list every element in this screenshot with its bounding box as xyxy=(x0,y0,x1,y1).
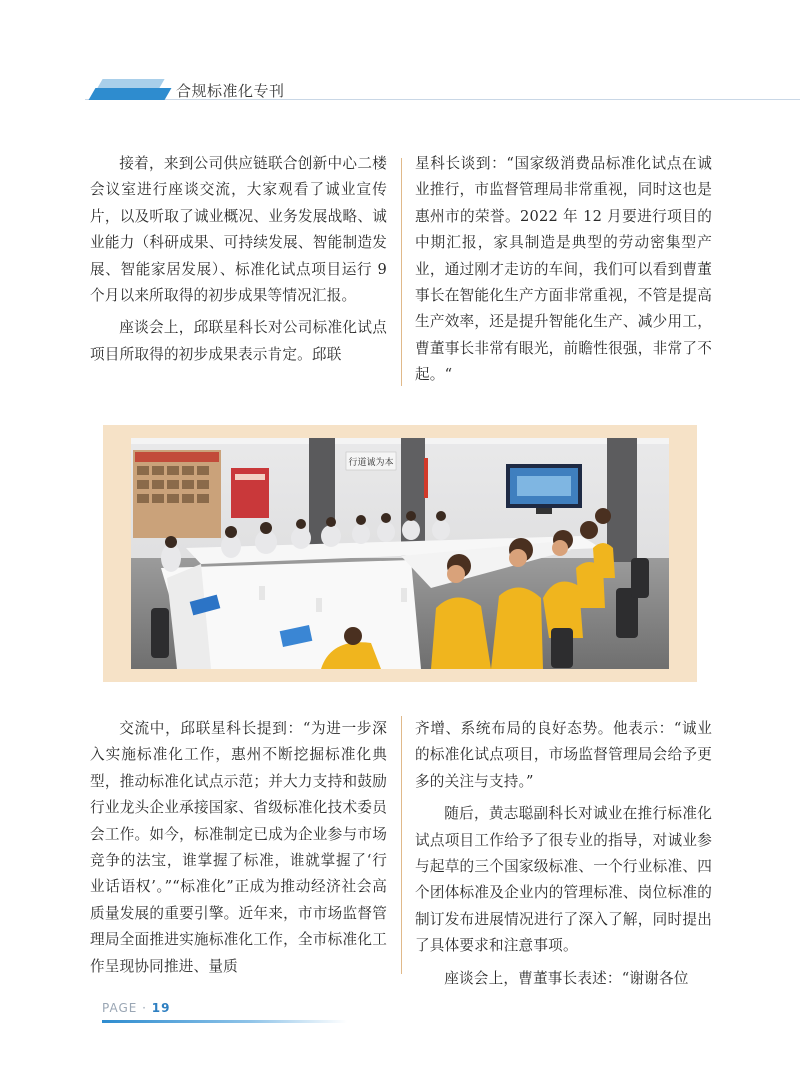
paragraph: 接着，来到公司供应链联合创新中心二楼会议室进行座谈交流，大家观看了诚业宣传片，以及听取了诚业概况、业务发展战略、诚业能力（科研成果、可持续发展、智能制造发展、智能家居发展）、标准化试点项目运行 9 个月以来所取得的初步成果等情况汇报。 xyxy=(90,155,387,305)
page-number: 19 xyxy=(151,1001,171,1015)
wall-sign-text: 行道诚为本 xyxy=(348,458,394,468)
paragraph: 随后，黄志聪副科长对诚业在推行标准化试点项目工作给予了很专业的指导，对诚业参与起草的三个国家级标准、一个行业标准、四个团体标准及企业内的管理标准、岗位标准的制订发布进展情况进行了深入了解，同时提出了具体要求和注意事项。 xyxy=(415,805,712,955)
paragraph: 座谈会上，曹董事长表述：“谢谢各位 xyxy=(444,969,689,987)
paragraph: 交流中，邱联星科长提到：“为进一步深入实施标准化工作，惠州不断挖掘标准化典型，推动标准化试点示范；并大力支持和鼓励行业龙头企业承接国家、省级标准化技术委员会工作。如今，标准制定已成为企业参与市场竞争的法宝，谁掌握了标准，谁就掌握了‘行业话语权’。”“标准化”正成为推动经济社会高质量发展的重要引擎。近年来，市市场监督管理局全面推进实施标准化工作，全市标准化工作呈现协同推进、量质 xyxy=(90,720,387,975)
paragraph: 齐增、系统布局的良好态势。他表示：“诚业的标准化试点项目，市场监督管理局会给予更多的关注与支持。” xyxy=(415,720,712,790)
column-divider xyxy=(401,158,402,386)
meeting-photo xyxy=(131,438,669,669)
page-footer xyxy=(102,1001,171,1015)
column-bottom-left xyxy=(90,716,387,980)
paragraph: 座谈会上，邱联星科长对公司标准化试点项目所取得的初步成果表示肯定。邱联 xyxy=(90,319,387,363)
header-title: 合规标准化专刊 xyxy=(176,82,285,100)
header-decor-dark xyxy=(89,88,172,100)
column-top-right xyxy=(415,151,712,389)
column-top-left xyxy=(90,151,387,368)
column-bottom-right xyxy=(415,716,712,992)
paragraph: 星科长谈到：“国家级消费品标准化试点在诚业推行，市监督管理局非常重视，同时这也是惠州市的荣誉。2022 年 12 月要进行项目的中期汇报，家具制造是典型的劳动密集型产业，通过刚才走访的车间，我们可以看到曹董事长在智能化生产方面非常重视，不管是提高生产效率，还是提升智能化生产、减少用工，曹董事长非常有眼光，前瞻性很强，非常了不起。“ xyxy=(415,155,712,384)
header-decor-light xyxy=(97,79,164,88)
column-divider xyxy=(401,716,402,974)
footer-rule xyxy=(102,1020,347,1023)
page-label-text: PAGE · xyxy=(102,1001,152,1015)
